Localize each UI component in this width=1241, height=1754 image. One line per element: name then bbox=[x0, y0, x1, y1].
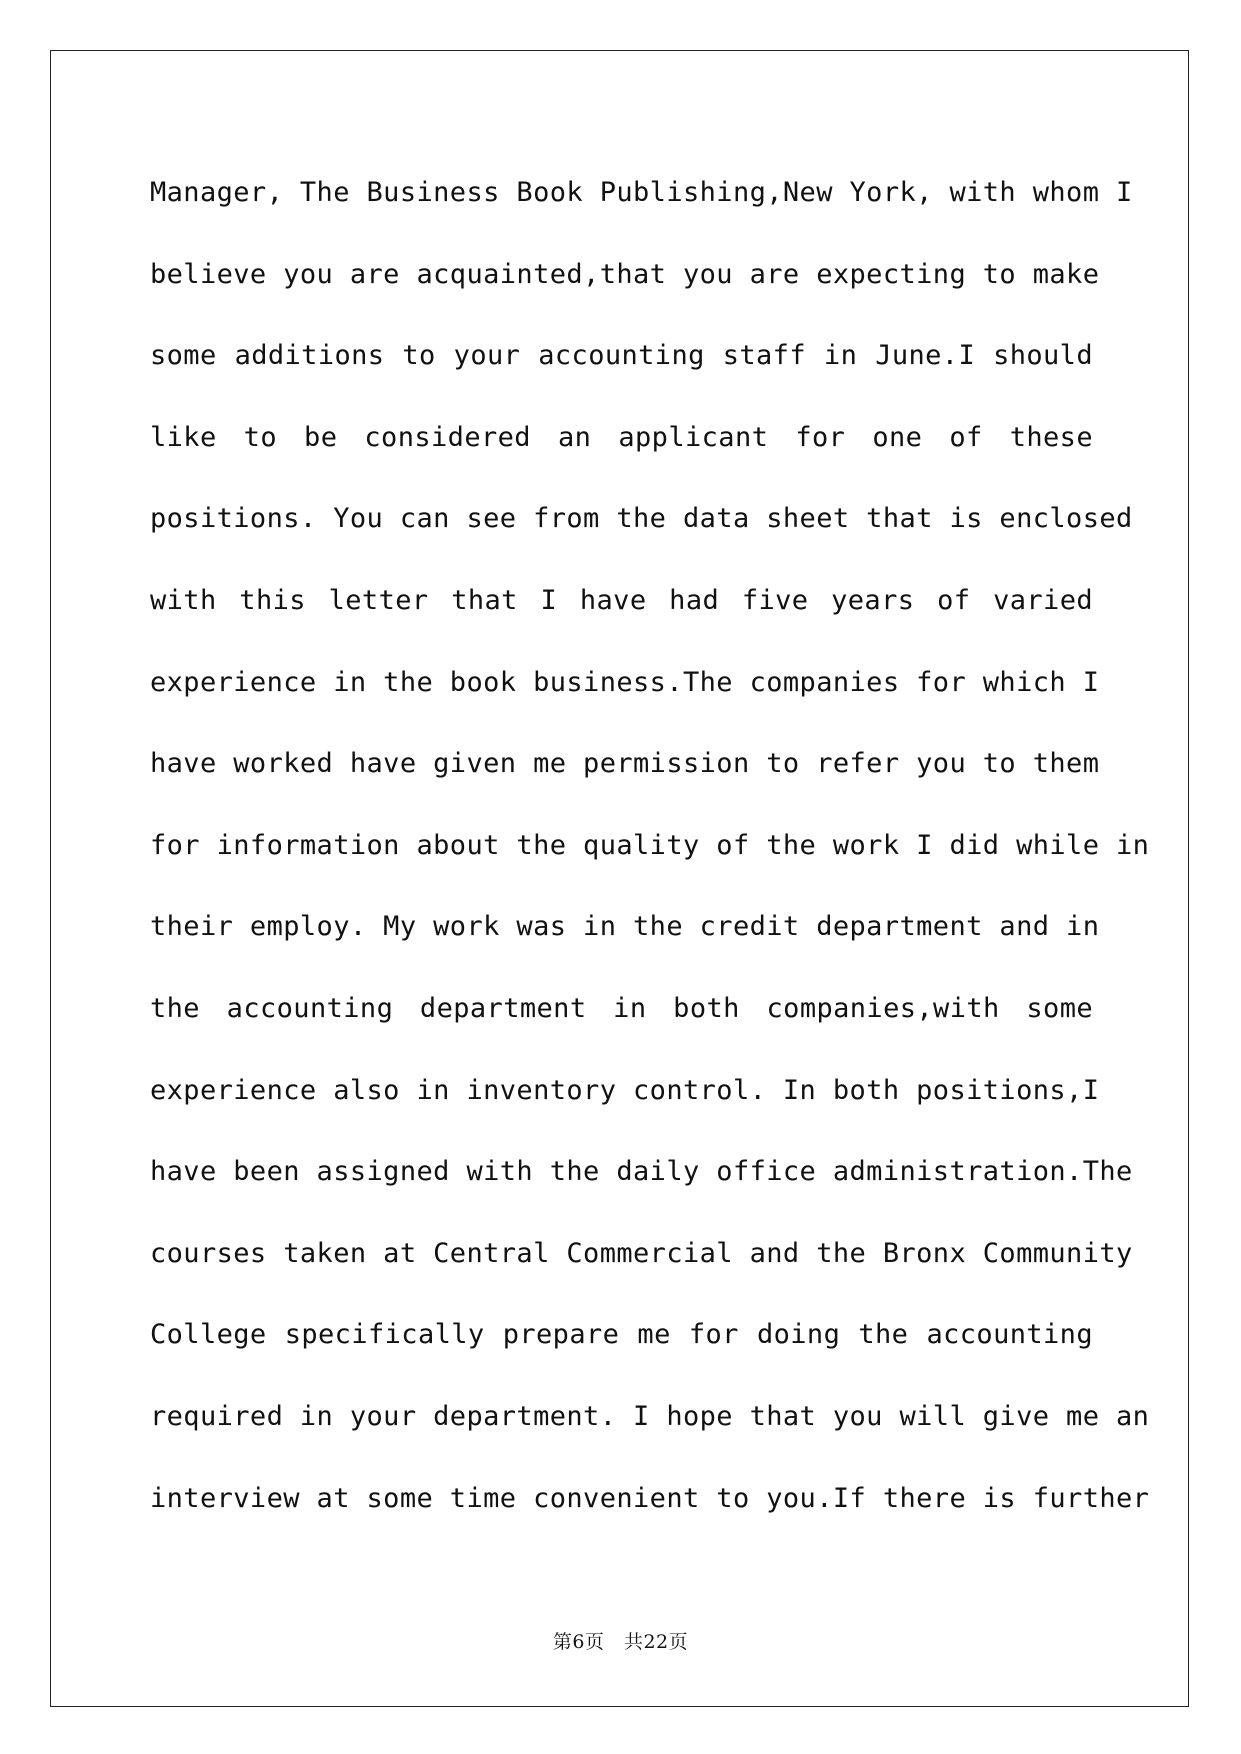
text-line: their employ. My work was in the credit department and in bbox=[150, 911, 1100, 943]
text-line: experience in the book business.The companies for which I bbox=[150, 666, 1100, 698]
text-line: positions. You can see from the data sheet that is enclosed bbox=[150, 503, 1133, 535]
text-line: College specifically prepare me for doing the accounting bbox=[150, 1319, 1093, 1351]
text-line: required in your department. I hope that you will give me an bbox=[150, 1400, 1150, 1432]
text-line: like to be considered an applicant for one of these bbox=[150, 421, 1093, 453]
text-line: interview at some time convenient to you.If there is further bbox=[150, 1482, 1150, 1514]
text-line: some additions to your accounting staff in June.I should bbox=[150, 340, 1093, 372]
text-line: for information about the quality of the work I did while in bbox=[150, 829, 1150, 861]
text-line: believe you are acquainted,that you are expecting to make bbox=[150, 258, 1100, 290]
text-line: with this letter that I have had five years of varied bbox=[150, 584, 1093, 616]
text-line: have been assigned with the daily office administration.The bbox=[150, 1156, 1133, 1188]
text-line: experience also in inventory control. In both positions,I bbox=[150, 1074, 1100, 1106]
text-line: the accounting department in both companies,with some bbox=[150, 992, 1093, 1024]
text-line: have worked have given me permission to refer you to them bbox=[150, 748, 1100, 780]
text-line: Manager, The Business Book Publishing,New York, with whom I bbox=[150, 177, 1133, 208]
letter-body bbox=[150, 163, 1150, 1550]
page-number-footer: 第6页 共22页 bbox=[552, 1631, 689, 1653]
text-line: courses taken at Central Commercial and the Bronx Community bbox=[150, 1237, 1133, 1269]
